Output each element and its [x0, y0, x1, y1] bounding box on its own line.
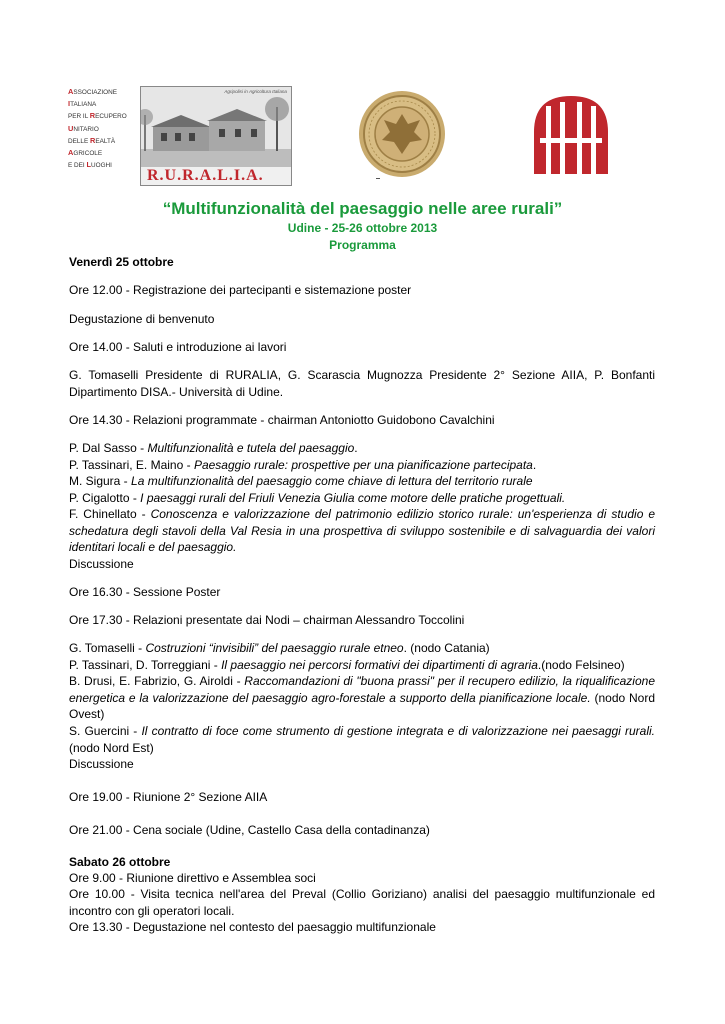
schedule-1200: Ore 12.00 - Registrazione dei partecipanti e sistemazione poster [69, 283, 412, 297]
day2-heading: Sabato 26 ottobre [69, 855, 171, 869]
talk-dal-sasso: P. Dal Sasso - Multifunzionalità e tutela del paesaggio. [69, 441, 358, 455]
photo-caption: Agripolisi in Agricoltura Italiana [224, 89, 287, 94]
talk-chinellato: F. Chinellato - Conoscenza e valorizzazione del patrimonio edilizio storico rurale: un'esperienza di studio e schedatura degli stavoli della Val Resia in una prospettiva di sviluppo sostenibile e di salvaguardia dei valori identitari locali e del paesaggio. [69, 507, 655, 554]
schedule-2100: Ore 21.00 - Cena sociale (Udine, Castello Casa della contadinanza) [69, 823, 430, 837]
program-heading: Programma [329, 238, 396, 252]
document-title: “Multifunzionalità del paesaggio nelle aree rurali” [162, 199, 563, 218]
association-wordmark [68, 86, 138, 171]
university-seal-icon [358, 90, 446, 178]
event-place-date: Udine - 25-26 ottobre 2013 [287, 221, 438, 235]
aiia-logo-icon [530, 92, 612, 178]
assoc-line-3: PER IL RECUPERO [68, 111, 127, 121]
assoc-line-7: E DEI LUOGHI [68, 160, 112, 170]
greetings-speakers: G. Tomaselli Presidente di RURALIA, G. Scarascia Mugnozza Presidente 2° Sezione AIIA, P. Bonfanti Dipartimento DISA.- Università di Udine. [69, 368, 655, 399]
schedule-1430: Ore 14.30 - Relazioni programmate - chairman Antoniotto Guidobono Cavalchini [69, 413, 495, 427]
divider-mark [376, 178, 380, 179]
talk-tassinari-torreggiani: P. Tassinari, D. Torreggiani - Il paesaggio nei percorsi formativi dei dipartimenti di agraria.(nodo Felsineo) [69, 658, 625, 672]
talk-cigalotto: P. Cigalotto - I paesaggi rurali del Friuli Venezia Giulia come motore delle pratiche progettuali. [69, 491, 566, 505]
discussion-1: Discussione [69, 557, 134, 571]
assoc-line-4: UNITARIO [68, 123, 99, 133]
discussion-2: Discussione [69, 757, 134, 771]
assoc-line-6: AGRICOLE [68, 148, 103, 158]
talk-drusi-fabrizio-airoldi: B. Drusi, E. Fabrizio, G. Airoldi - Raccomandazioni di "buona prassi" per il recupero edilizio, la riqualificazione energetica e la valorizzazione del paesaggio agro-forestale a supporto della pianificazione locale. (nodo Nord Ovest) [69, 674, 655, 721]
talk-guercini: S. Guercini - Il contratto di foce come strumento di gestione integrata e di valorizzazione nei paesaggi rurali. (nodo Nord Est) [69, 724, 655, 755]
assoc-line-5: DELLE REALTÀ [68, 135, 116, 145]
ruralia-logo-photo [140, 86, 292, 186]
schedule-1730: Ore 17.30 - Relazioni presentate dai Nodi – chairman Alessandro Toccolini [69, 613, 465, 627]
schedule-1400: Ore 14.00 - Saluti e introduzione ai lavori [69, 340, 287, 354]
talk-tomaselli: G. Tomaselli - Costruzioni “invisibili” del paesaggio rurale etneo. (nodo Catania) [69, 641, 490, 655]
talk-sigura: M. Sigura - La multifunzionalità del paesaggio come chiave di lettura del territorio rurale [69, 474, 533, 488]
schedule-1630: Ore 16.30 - Sessione Poster [69, 585, 221, 599]
assoc-line-2: ITALIANA [68, 99, 97, 109]
schedule-1330: Ore 13.30 - Degustazione nel contesto del paesaggio multifunzionale [69, 920, 436, 934]
farmhouse-illustration [141, 87, 291, 167]
ruralia-brand: R.U.R.A.L.I.A. [141, 167, 291, 185]
day1-heading: Venerdì 25 ottobre [69, 255, 174, 269]
schedule-1900: Ore 19.00 - Riunione 2° Sezione AIIA [69, 790, 268, 804]
talk-tassinari-maino: P. Tassinari, E. Maino - Paesaggio rurale: prospettive per una pianificazione partecipata. [69, 458, 537, 472]
welcome-tasting: Degustazione di benvenuto [69, 312, 215, 326]
schedule-0900: Ore 9.00 - Riunione direttivo e Assemblea soci [69, 871, 316, 885]
assoc-line-1: ASSOCIAZIONE [68, 87, 118, 96]
schedule-1000: Ore 10.00 - Visita tecnica nell'area del Preval (Collio Goriziano) analisi del paesaggio multifunzionale ed incontro con gli operatori locali. [69, 887, 655, 918]
